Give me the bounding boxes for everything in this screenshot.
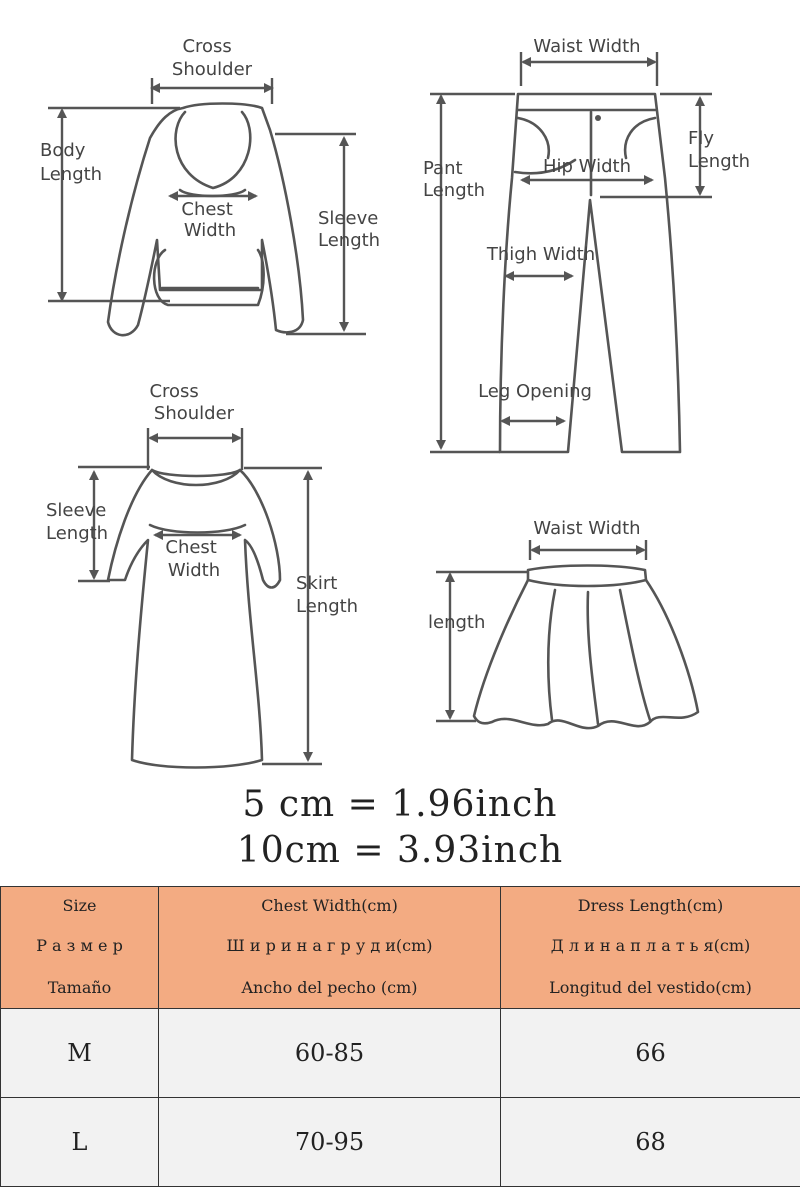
table-row xyxy=(1,1098,800,1187)
chest-width-cell: 70-95 xyxy=(159,1098,501,1187)
header-size-es: Tamaño xyxy=(47,977,112,997)
header-size xyxy=(1,887,159,1009)
chest-width-cell: 60-85 xyxy=(159,1009,501,1098)
header-dress-length-en: Dress Length(cm) xyxy=(577,895,724,915)
header-dress-length-ru: Д л и н а п л а т ь я(cm) xyxy=(550,935,751,955)
pants-hip-width-label: Hip Width xyxy=(543,156,631,177)
table-row xyxy=(1,1009,800,1098)
dress-cross-shoulder-label: Cross Shoulder xyxy=(149,381,235,424)
pants-thigh-width-label: Thigh Width xyxy=(486,244,596,265)
pants-leg-opening-label: Leg Opening xyxy=(478,381,592,402)
dress-skirt-length-label: Skirt Length xyxy=(296,573,359,617)
sweater-sleeve-length-label: Sleeve Length xyxy=(318,208,381,251)
header-dress-length xyxy=(501,887,800,1009)
pants-waist-width-label: Waist Width xyxy=(533,36,641,57)
dress-chest-width-label: Chest Width xyxy=(165,537,221,581)
header-chest-width-ru: Ш и р и н а г р у д и(cm) xyxy=(226,935,433,955)
skirt-illustration xyxy=(474,566,698,729)
size-table-header-row xyxy=(1,887,800,1009)
sweater-cross-shoulder-label: Cross Shoulder xyxy=(171,36,253,80)
dress-length-cell: 68 xyxy=(501,1098,800,1187)
conversion-line-5cm: 5 cm = 1.96inch xyxy=(242,784,558,825)
skirt-waist-width-label: Waist Width xyxy=(533,518,641,539)
sweater-chest-width-label: Chest Width xyxy=(181,199,237,241)
dress-dimensions xyxy=(78,428,322,764)
pants-pant-length-label: Pant Length xyxy=(423,158,486,201)
size-table xyxy=(0,886,800,1187)
header-dress-length-es: Longitud del vestido(cm) xyxy=(549,977,752,997)
header-chest-width xyxy=(159,887,501,1009)
sweater-body-length-label: Body Length xyxy=(40,140,103,185)
dress-illustration xyxy=(108,470,280,768)
header-size-en: Size xyxy=(62,895,97,915)
size-cell: L xyxy=(1,1098,159,1187)
header-size-ru: Р а з м е р xyxy=(36,935,123,955)
dress-length-cell: 66 xyxy=(501,1009,800,1098)
pants-fly-length-label: Fly Length xyxy=(688,128,751,172)
header-chest-width-en: Chest Width(cm) xyxy=(261,895,398,915)
dress-sleeve-length-label: Sleeve Length xyxy=(46,500,109,544)
header-chest-width-es: Ancho del pecho (cm) xyxy=(241,977,418,997)
skirt-length-label: length xyxy=(428,612,486,633)
size-cell: M xyxy=(1,1009,159,1098)
conversion-line-10cm: 10cm = 3.93inch xyxy=(236,830,564,871)
